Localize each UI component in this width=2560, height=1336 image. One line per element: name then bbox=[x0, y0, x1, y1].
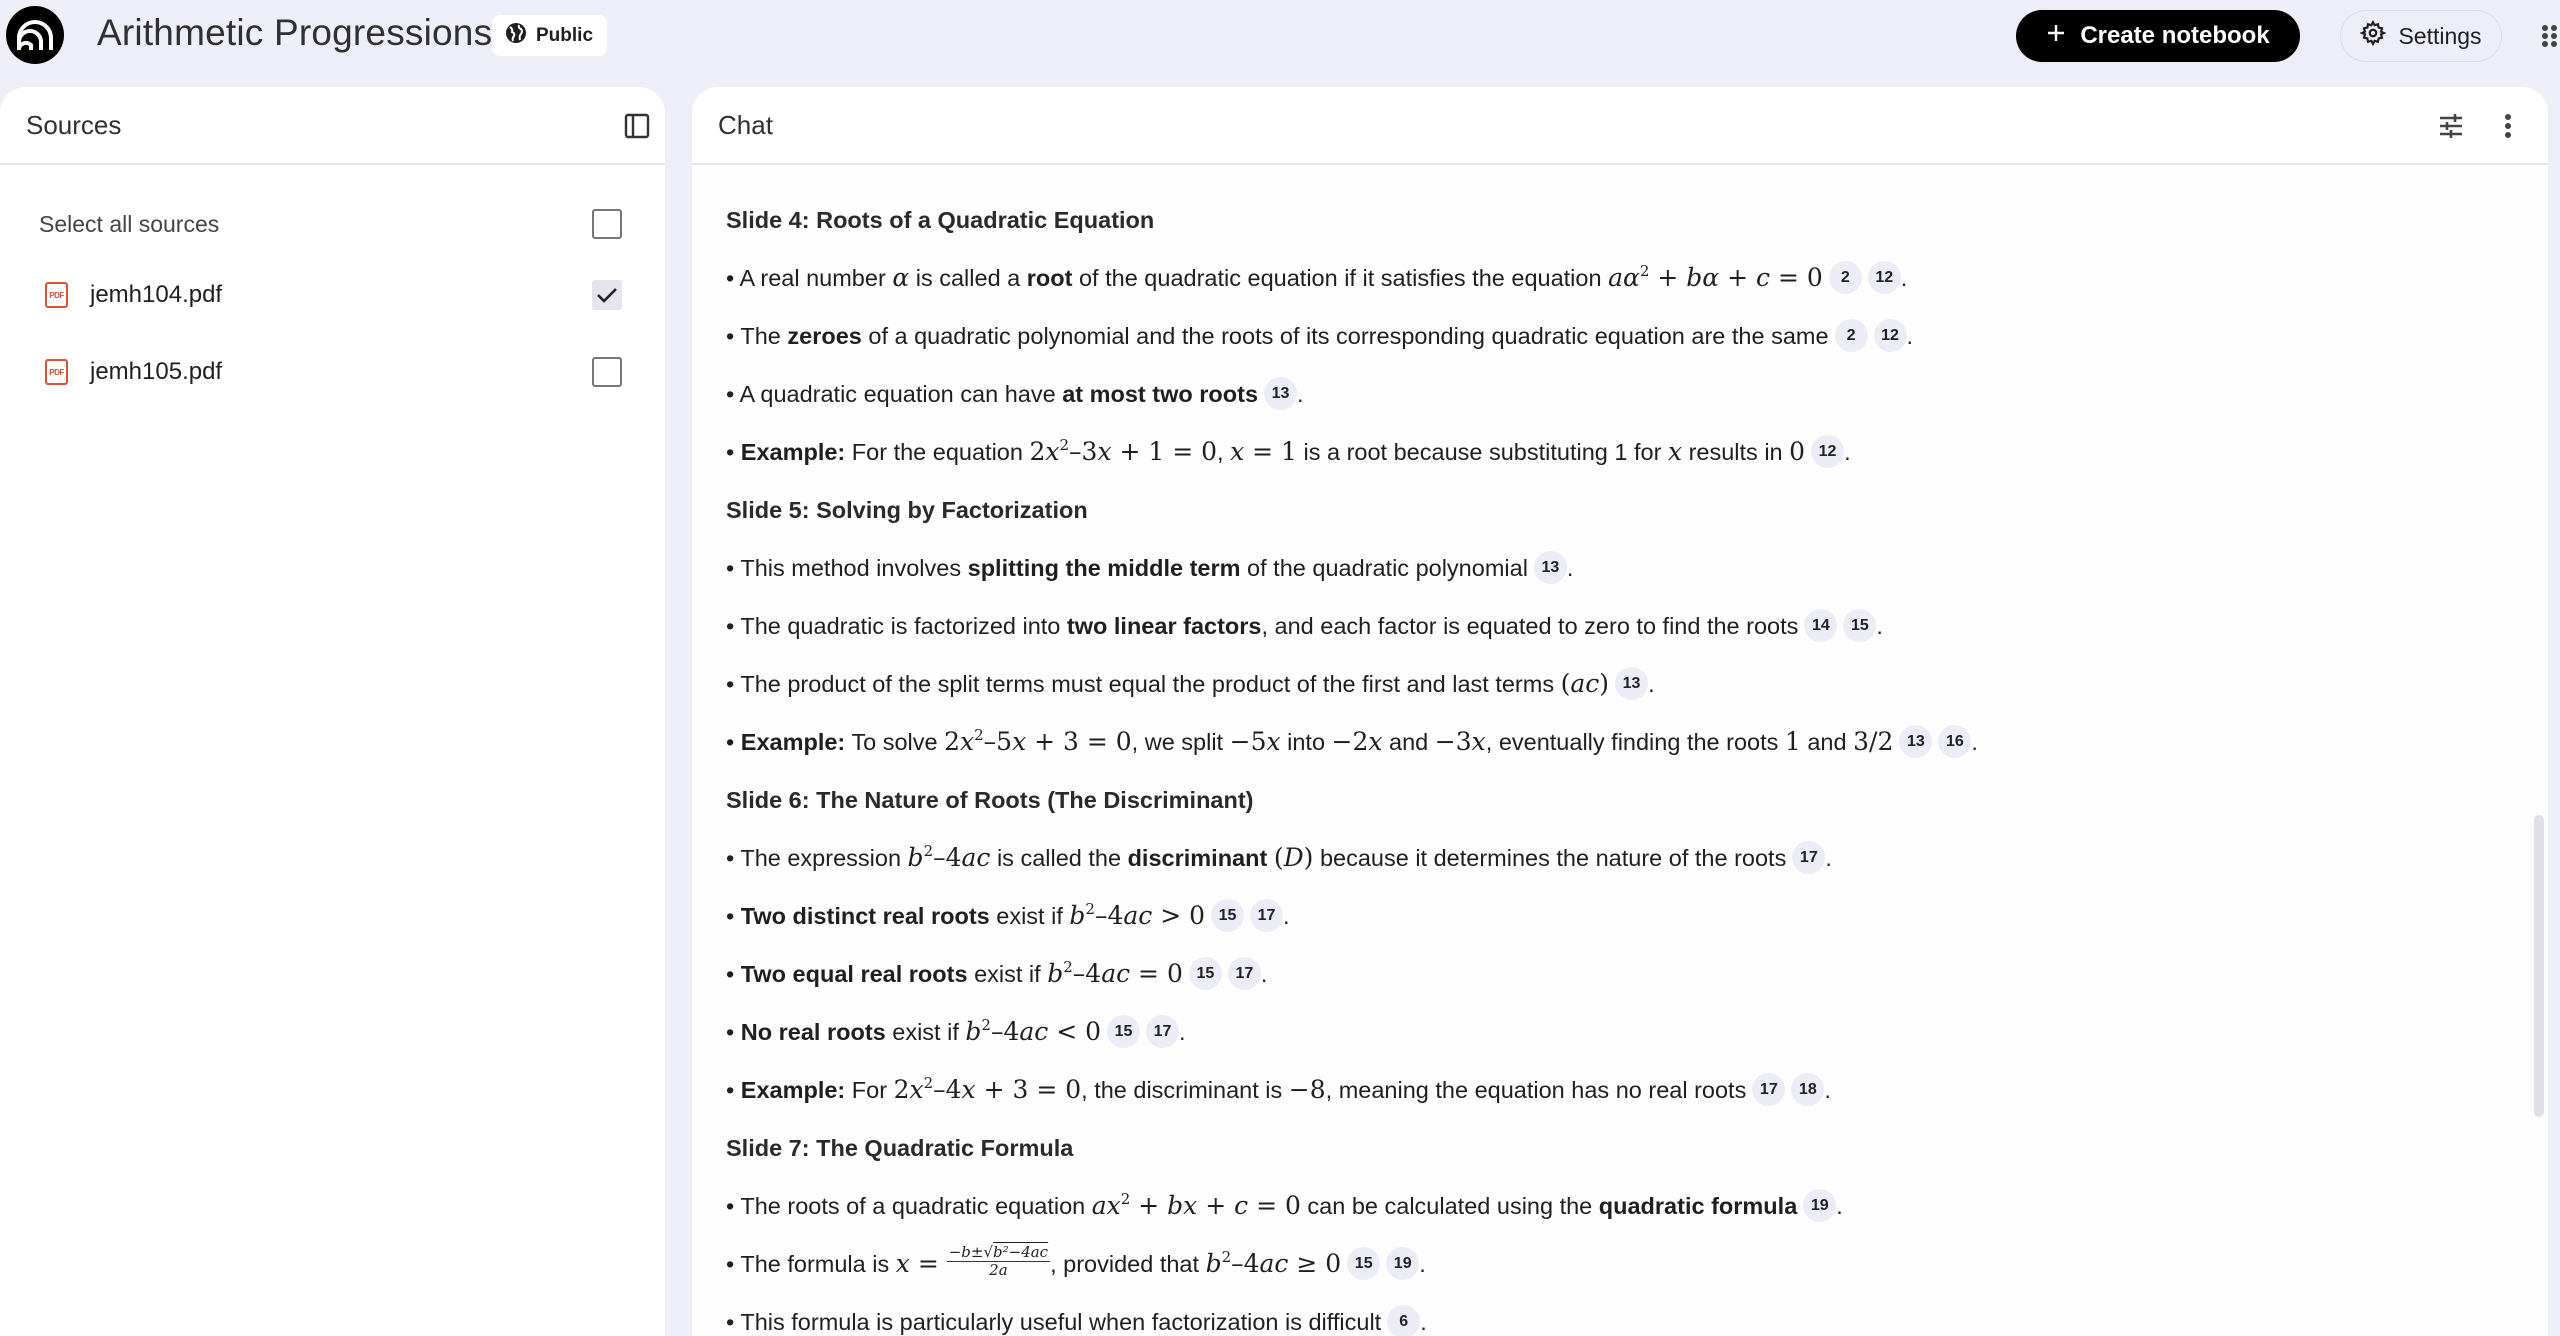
citation-chip[interactable]: 17 bbox=[1228, 957, 1261, 990]
section-heading: Slide 4: Roots of a Quadratic Equation bbox=[726, 207, 1155, 233]
globe-icon bbox=[504, 21, 528, 51]
select-all-row[interactable] bbox=[0, 199, 665, 249]
section-heading: Slide 7: The Quadratic Formula bbox=[726, 1135, 1074, 1161]
bullet-item: • A real number α is called a root of the quadratic equation if it satisfies the equation $a\alpha^2 + b\alpha + c = 0$ 2 12 . bbox=[726, 249, 2488, 307]
gear-icon bbox=[2360, 20, 2386, 52]
bullet-item: • This method involves splitting the middle term of the quadratic polynomial 13 . bbox=[726, 539, 2488, 597]
citation-chip[interactable]: 12 bbox=[1874, 319, 1907, 352]
citation-chip[interactable]: 13 bbox=[1615, 667, 1648, 700]
sources-header bbox=[0, 87, 665, 165]
citation-chip[interactable]: 15 bbox=[1843, 609, 1876, 642]
bullet-item: • Example: For $2x^2-4x + 3 = 0$, the discriminant is −8, meaning the equation has no real roots 17 18 . bbox=[726, 1061, 2488, 1119]
settings-label: Settings bbox=[2398, 22, 2482, 49]
checkmark-icon bbox=[596, 286, 618, 304]
chat-scrollbar[interactable] bbox=[2534, 815, 2544, 1117]
citation-chip[interactable]: 18 bbox=[1791, 1073, 1824, 1106]
citation-chip[interactable]: 16 bbox=[1938, 725, 1971, 758]
source-name[interactable]: jemh105.pdf bbox=[90, 358, 223, 385]
citation-chip[interactable]: 15 bbox=[1189, 957, 1222, 990]
citation-chip[interactable]: 19 bbox=[1803, 1189, 1836, 1222]
bullet-item: • A quadratic equation can have at most two roots 13 . bbox=[726, 365, 2488, 423]
citation-chip[interactable]: 6 bbox=[1387, 1305, 1420, 1336]
bullet-item: • The expression $b^2-4ac$ is called the discriminant (D) because it determines the nature of the roots 17 . bbox=[726, 829, 2488, 887]
bullet-item: • The formula is x = $\frac{\text{−b±√b²−4ac}}{2a}$ , provided that $b^2-4ac \ge 0$ 15 19 . bbox=[726, 1243, 1426, 1279]
create-notebook-button[interactable] bbox=[2016, 10, 2300, 62]
bullet-item: • This formula is particularly useful when factorization is difficult 6 . bbox=[726, 1293, 2488, 1336]
source-checkbox[interactable] bbox=[592, 280, 622, 310]
source-item[interactable] bbox=[0, 347, 665, 397]
bullet-item: • No real roots exist if $b^2-4ac < 0$ 15 17 . bbox=[726, 1003, 2488, 1061]
bullet-item: • Example: For the equation $2x^2-3x + 1 = 0$, x = 1 is a root because substituting 1 for x results in 0 12 . bbox=[726, 423, 2488, 481]
source-name[interactable]: jemh104.pdf bbox=[90, 281, 223, 308]
sources-title: Sources bbox=[26, 109, 122, 140]
citation-chip[interactable]: 17 bbox=[1752, 1073, 1785, 1106]
citation-chip[interactable]: 12 bbox=[1811, 435, 1844, 468]
bullet-item: • Two distinct real roots exist if $b^2-4ac > 0$ 15 17 . bbox=[726, 887, 2488, 945]
app-logo-icon[interactable] bbox=[6, 6, 64, 64]
bullet-item: • The zeroes of a quadratic polynomial and the roots of its corresponding quadratic equation are the same 2 12 . bbox=[726, 307, 2488, 365]
source-checkbox[interactable] bbox=[592, 357, 622, 387]
citation-chip[interactable]: 13 bbox=[1534, 551, 1567, 584]
citation-chip[interactable]: 17 bbox=[1146, 1015, 1179, 1048]
share-visibility-button[interactable] bbox=[492, 15, 607, 56]
bullet-item: • The product of the split terms must equal the product of the first and last terms (ac) 13 . bbox=[726, 655, 2488, 713]
section-heading: Slide 6: The Nature of Roots (The Discriminant) bbox=[726, 787, 1254, 813]
collapse-panel-icon[interactable] bbox=[624, 113, 650, 139]
citation-chip[interactable]: 15 bbox=[1347, 1247, 1380, 1280]
bullet-item: • The roots of a quadratic equation $ax^2$ + bx + c = 0 can be calculated using the quadratic formula 19 . bbox=[726, 1177, 2488, 1235]
more-options-icon[interactable] bbox=[2504, 113, 2512, 139]
citation-chip[interactable]: 15 bbox=[1107, 1015, 1140, 1048]
citation-chip[interactable]: 13 bbox=[1264, 377, 1297, 410]
select-all-label: Select all sources bbox=[39, 210, 220, 237]
tune-settings-icon[interactable] bbox=[2438, 113, 2464, 139]
select-all-checkbox[interactable] bbox=[592, 209, 622, 239]
source-item[interactable] bbox=[0, 270, 665, 320]
citation-chip[interactable]: 13 bbox=[1899, 725, 1932, 758]
apps-grid-icon[interactable] bbox=[2541, 24, 2560, 53]
citation-chip[interactable]: 19 bbox=[1386, 1247, 1419, 1280]
bullet-item: • Example: To solve $2x^2-5x + 3 = 0$, we split −5x into −2x and −3x, eventually finding the roots 1 and 3/2 13 16 . bbox=[726, 713, 2488, 771]
chat-response bbox=[726, 191, 2488, 1336]
citation-chip[interactable]: 12 bbox=[1868, 261, 1901, 294]
plus-icon bbox=[2046, 22, 2066, 50]
pdf-icon: PDF bbox=[45, 359, 68, 385]
citation-chip[interactable]: 17 bbox=[1792, 841, 1825, 874]
citation-chip[interactable]: 14 bbox=[1804, 609, 1837, 642]
chat-header bbox=[692, 87, 2548, 165]
notebook-title[interactable]: Arithmetic Progressions bbox=[97, 12, 493, 53]
citation-chip[interactable]: 2 bbox=[1829, 261, 1862, 294]
citation-chip[interactable]: 15 bbox=[1211, 899, 1244, 932]
section-heading: Slide 5: Solving by Factorization bbox=[726, 497, 1088, 523]
chat-panel bbox=[692, 87, 2548, 1336]
sources-panel bbox=[0, 87, 665, 1336]
citation-chip[interactable]: 17 bbox=[1250, 899, 1283, 932]
bullet-item: • Two equal real roots exist if $b^2-4ac = 0$ 15 17 . bbox=[726, 945, 2488, 1003]
bullet-item: • The quadratic is factorized into two linear factors, and each factor is equated to zero to find the roots 14 15 . bbox=[726, 597, 2488, 655]
settings-button[interactable] bbox=[2340, 10, 2502, 62]
citation-chip[interactable]: 2 bbox=[1835, 319, 1868, 352]
create-notebook-label: Create notebook bbox=[2080, 22, 2270, 49]
chat-title: Chat bbox=[718, 109, 773, 140]
pdf-icon: PDF bbox=[45, 282, 68, 308]
top-bar bbox=[0, 0, 2560, 72]
visibility-label: Public bbox=[536, 24, 594, 46]
